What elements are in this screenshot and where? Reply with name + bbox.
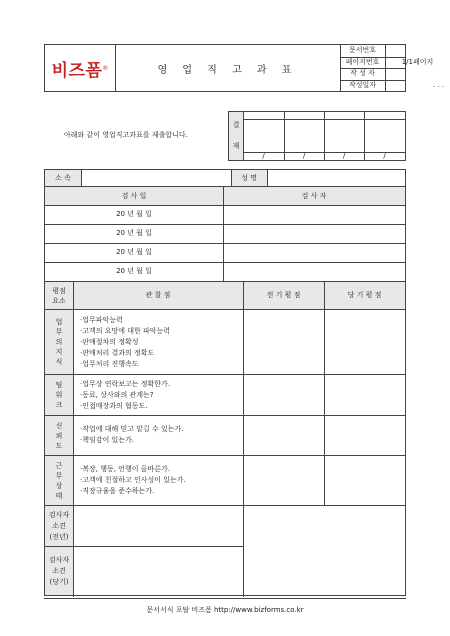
meta-label-author: 작 성 자: [350, 69, 375, 78]
approval-label-cell: [229, 112, 243, 160]
meta-value-date[interactable]: . . .: [432, 80, 444, 89]
curr-score-reliability[interactable]: [325, 416, 405, 455]
approval-box: [228, 111, 406, 161]
curr-score-work-attitude[interactable]: [325, 456, 405, 505]
meta-label-doc-number: 문서번호: [348, 46, 377, 55]
dept-value[interactable]: [81, 170, 231, 186]
factor-job-knowledge-label: 업무의지식: [55, 318, 63, 366]
list-item: ·고객의 요망에 대한 파악능력: [80, 327, 171, 335]
work-attitude-points: [80, 464, 186, 497]
logo-text: 비즈폼: [51, 60, 103, 81]
list-item: ·판매절차의 정확성: [80, 338, 139, 346]
factor-reliability-label: 신뢰도: [55, 421, 63, 450]
reliability-points: [80, 424, 183, 446]
list-item: ·인접매장과의 협동도.: [80, 402, 148, 410]
approval-slash-3: /: [342, 151, 346, 160]
approval-slash-1: /: [262, 151, 265, 160]
factor-teamwork: [45, 375, 73, 415]
prev-score-teamwork[interactable]: [244, 375, 324, 415]
footer-divider: [44, 598, 406, 599]
main-form-table: [44, 169, 406, 596]
curr-score-header: 당 기 평 점: [324, 282, 405, 309]
factor-teamwork-label: 팀워크: [55, 381, 63, 409]
inspection-date-row-2[interactable]: 20 년 월 일: [116, 229, 152, 237]
approval-label-top: 결: [232, 121, 240, 129]
list-item: ·복장, 행동, 언행이 올바른가.: [80, 465, 170, 473]
registered-mark: ®: [102, 64, 109, 72]
header-block: [44, 44, 444, 92]
approval-slash-4: /: [383, 151, 386, 160]
list-item: ·업무파악능력: [80, 316, 123, 324]
inspection-date-header: 검 사 일: [45, 187, 223, 205]
prev-score-header: 전 기 평 점: [243, 282, 324, 309]
list-item: ·동료, 상사와의 관계는?: [80, 391, 154, 399]
curr-score-teamwork[interactable]: [325, 375, 405, 415]
name-label: 성 명: [231, 170, 267, 186]
logo: [45, 45, 115, 91]
list-item: ·업무처리 진행속도: [80, 360, 139, 368]
factor-work-attitude: [45, 456, 73, 505]
list-item: ·직장규율을 준수하는가.: [80, 487, 155, 495]
opinion-prev-label: 검사자 소견 (전년): [45, 506, 73, 546]
footer-text: 문서서식 포탈 비즈폼 http://www.bizforms.co.kr: [146, 605, 304, 614]
list-item: ·판매처리 결과의 정확도: [80, 349, 155, 357]
prev-score-work-attitude[interactable]: [244, 456, 324, 505]
observation-points-header: 관 찰 점: [73, 282, 243, 309]
list-item: ·업무상 연락보고는 정확한가.: [80, 380, 171, 388]
approval-label-bottom: 재: [232, 142, 240, 150]
inspection-date-row-1[interactable]: 20 년 월 일: [116, 210, 152, 218]
inspection-date-row-4[interactable]: 20 년 월 일: [116, 267, 152, 275]
inspection-date-row-3[interactable]: 20 년 월 일: [116, 248, 152, 256]
curr-score-job-knowledge[interactable]: [325, 310, 405, 374]
intro-text: 아래와 같이 영업직고과표를 제출합니다.: [64, 131, 188, 139]
meta-value-author[interactable]: [385, 68, 450, 80]
meta-label-page-number: 페이지번호: [345, 57, 380, 66]
inspector-header: 검 사 자: [223, 187, 405, 205]
prev-score-job-knowledge[interactable]: [244, 310, 324, 374]
list-item: ·고객에 친절하고 인사성이 있는가.: [80, 476, 186, 484]
factor-reliability: [45, 416, 73, 455]
list-item: ·책임감이 있는가.: [80, 436, 135, 444]
opinion-curr-label: 검사자 소견 (당기): [45, 547, 73, 595]
meta-value-page-number[interactable]: 1/1페이지: [401, 57, 434, 66]
factor-work-attitude-label: 근무상태: [55, 461, 63, 500]
name-value[interactable]: [267, 170, 405, 186]
job-knowledge-points: [80, 315, 170, 370]
factor-header: 평점 요소: [45, 282, 73, 309]
opinion-curr-field[interactable]: [74, 547, 242, 595]
meta-label-date: 작성일자: [348, 80, 377, 89]
opinion-prev-field[interactable]: [74, 506, 242, 546]
list-item: ·작업에 대해 믿고 맡길 수 있는가.: [80, 425, 184, 433]
meta-value-doc-number[interactable]: [385, 45, 450, 57]
dept-label: 소 속: [45, 170, 81, 186]
factor-job-knowledge: [45, 310, 73, 374]
prev-score-reliability[interactable]: [244, 416, 324, 455]
teamwork-points: [80, 379, 170, 412]
form-title: 영 업 직 고 과 표: [157, 64, 298, 76]
approval-slash-2: /: [302, 151, 306, 160]
